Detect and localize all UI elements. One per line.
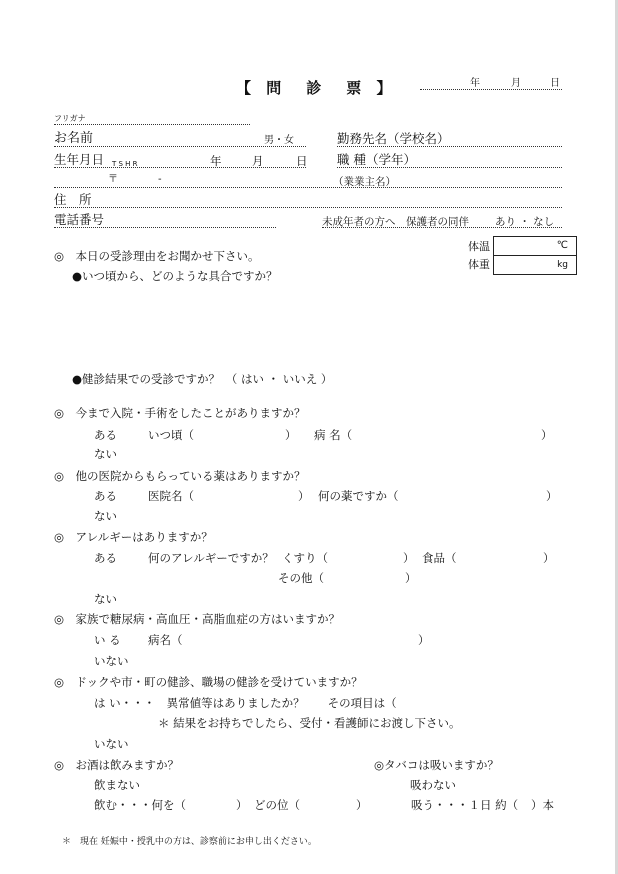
birth-day: 日	[296, 154, 308, 168]
occupation-label: 職 種（学年）	[337, 152, 416, 167]
q2-when: いつ頃（	[148, 428, 194, 442]
q4-drug: くすり（	[282, 551, 328, 565]
q7-tobacco: ◎タバコは吸いますか？	[374, 758, 499, 772]
minor-note: 未成年者の方へ 保護者の同伴	[322, 216, 469, 228]
q2-disease: 病 名（	[314, 428, 353, 442]
date-line	[420, 89, 562, 90]
address-line	[54, 207, 562, 208]
phone-label: 電話番号	[54, 212, 105, 227]
minor-options: あり ・ なし	[495, 216, 555, 228]
furigana-label: フリガナ	[54, 114, 86, 123]
weight-unit: kg	[557, 260, 568, 270]
q2-close1: ）	[285, 428, 297, 442]
page-title: 【 問 診 票 】	[236, 79, 397, 97]
q4-no: ない	[94, 592, 117, 606]
q7-alcohol-yes: 飲む・・・何を（	[94, 798, 186, 812]
q3-medicine: 何の薬ですか（	[318, 489, 399, 503]
q7-alcohol-no: 飲まない	[94, 778, 140, 792]
workplace-line	[337, 146, 562, 147]
q6-no: いない	[94, 737, 129, 751]
weight-label: 体重	[468, 258, 490, 271]
q2-close2: ）	[541, 428, 553, 442]
q4-what: 何のアレルギーですか？	[148, 551, 274, 565]
postal-mark: 〒	[108, 174, 118, 185]
q4-food: 食品（	[422, 551, 457, 565]
q3-yes: ある	[94, 489, 117, 503]
furigana-line	[54, 124, 250, 125]
vitals-box[interactable]	[493, 236, 577, 275]
q4-close3: ）	[405, 571, 417, 585]
temp-label: 体温	[468, 240, 490, 253]
birthdate-label: 生年月日	[54, 152, 105, 167]
birthdate-line	[54, 167, 306, 168]
q7-tobacco-no: 吸わない	[410, 778, 456, 792]
q2-text: ◎ 今まで入院・手術をしたことがありますか？	[54, 406, 306, 420]
q4-yes: ある	[94, 551, 117, 565]
q3-no: ない	[94, 509, 117, 523]
q5-disease: 病名（	[148, 633, 183, 647]
q6-yes: は い・・・ 異常値等はありましたか？ その項目は（	[94, 696, 397, 710]
phone-line	[54, 227, 276, 228]
temp-unit: ℃	[556, 240, 568, 251]
q6-text: ◎ ドックや市・町の健診、職場の健診を受けていますか？	[54, 675, 363, 689]
sex-options: 男・女	[264, 135, 294, 146]
occupation-line	[337, 167, 562, 168]
q7-close2: ）	[356, 798, 368, 812]
minor-line	[322, 227, 562, 228]
q7-tobacco-yes: 吸う・・・１日 約（	[411, 798, 519, 812]
q1-text: ◎ 本日の受診理由をお聞かせ下さい。	[54, 249, 260, 263]
q1-sub2: ●健診結果での受診ですか？ （ はい ・ いいえ ）	[72, 372, 333, 386]
q4-close2: ）	[543, 551, 555, 565]
q6-note: ＊ 結果をお持ちでしたら、受付・看護師にお渡し下さい。	[158, 716, 461, 730]
weight-field[interactable]	[494, 255, 576, 274]
q2-yes: ある	[94, 428, 117, 442]
postal-dash: -	[158, 174, 162, 185]
q3-close1: ）	[298, 489, 310, 503]
q7-close1: ）	[236, 798, 248, 812]
temp-field[interactable]	[494, 237, 576, 255]
q5-text: ◎ 家族で糖尿病・高血圧・高脂血症の方はいますか？	[54, 612, 341, 626]
q5-yes: い る	[94, 633, 121, 647]
q1-sub1: ●いつ頃から、どのような具合ですか？	[72, 269, 278, 283]
q4-other: その他（	[278, 571, 324, 585]
q5-close1: ）	[418, 633, 430, 647]
q7-how-much: どの位（	[254, 798, 300, 812]
employer-label: （業業主名）	[333, 176, 396, 188]
name-label: お名前	[54, 131, 94, 146]
birth-month: 月	[252, 154, 264, 168]
q2-no: ない	[94, 447, 117, 461]
footer-note: ＊ 現在 妊娠中・授乳中の方は、診察前にお申し出ください。	[62, 837, 317, 847]
q7-alcohol: ◎ お酒は飲みますか？	[54, 758, 180, 772]
q3-text: ◎ 他の医院からもらっている薬はありますか？	[54, 469, 306, 483]
workplace-label: 勤務先名（学校名）	[337, 131, 450, 146]
q3-clinic: 医院名（	[148, 489, 194, 503]
era-options: T S H R	[112, 160, 138, 168]
q7-close3: ）本	[531, 798, 554, 812]
q4-text: ◎ アレルギーはありますか？	[54, 530, 213, 544]
address-label: 住 所	[54, 192, 92, 207]
date-month: 月	[511, 78, 521, 89]
birth-year: 年	[210, 154, 222, 168]
q5-no: いない	[94, 654, 129, 668]
q3-close2: ）	[546, 489, 558, 503]
date-year: 年	[470, 78, 480, 89]
q4-close1: ）	[403, 551, 415, 565]
postal-line	[54, 187, 562, 188]
date-day: 日	[550, 78, 560, 89]
